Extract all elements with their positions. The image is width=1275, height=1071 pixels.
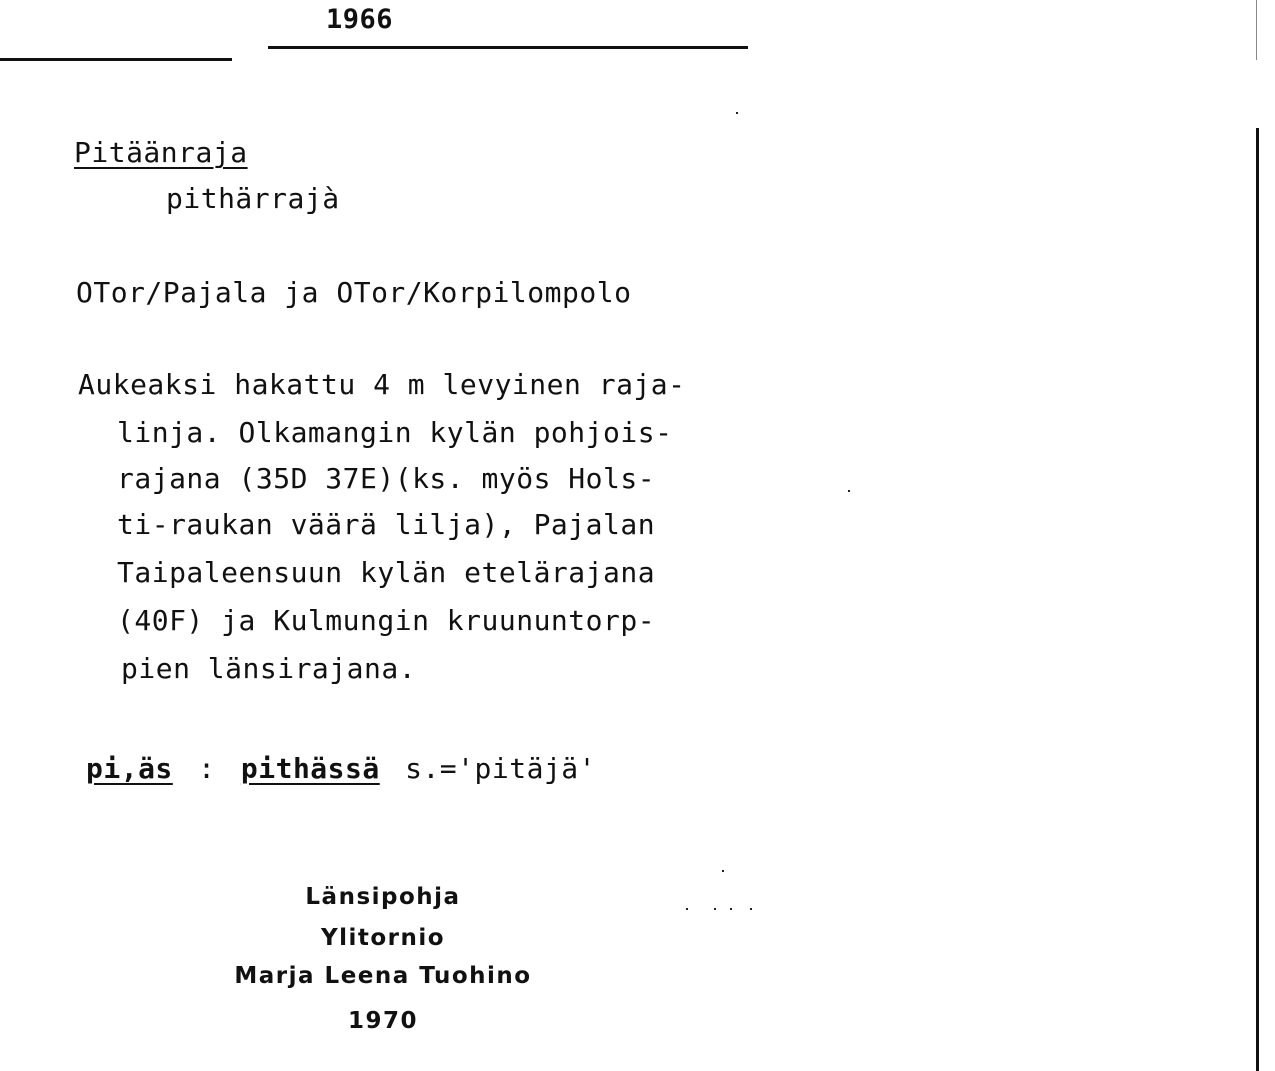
scan-speck bbox=[736, 112, 738, 114]
description-line: linja. Olkamangin kylän pohjois- bbox=[117, 416, 673, 449]
header-rule-left bbox=[0, 58, 232, 61]
description-line: Taipaleensuun kylän etelärajana bbox=[117, 556, 656, 589]
card-year: 1966 bbox=[326, 4, 394, 35]
description-line: ti-raukan väärä lilja), Pajalan bbox=[117, 508, 656, 541]
description-line: rajana (35D 37E)(ks. myös Hols- bbox=[117, 462, 656, 495]
page-edge-line bbox=[1256, 128, 1259, 1071]
scan-speck bbox=[714, 908, 716, 910]
stamp-year: 1970 bbox=[347, 1008, 418, 1034]
stamp-collector: Marja Leena Tuohino bbox=[234, 963, 532, 989]
scan-speck bbox=[722, 870, 724, 872]
stamp-parish: Ylitornio bbox=[320, 925, 446, 951]
stamp-region: Länsipohja bbox=[305, 884, 461, 910]
header-rule-right bbox=[268, 46, 748, 49]
note-gloss: s.='pitäjä' bbox=[405, 752, 597, 785]
pronunciation: pithärrajà bbox=[166, 182, 340, 215]
headword: Pitäänraja bbox=[74, 136, 248, 169]
page-edge-mark bbox=[1256, 0, 1257, 60]
description-line: pien länsirajana. bbox=[121, 652, 417, 685]
note-separator: : bbox=[198, 752, 216, 785]
note-line bbox=[86, 752, 596, 785]
description-line: Aukeaksi hakattu 4 m levyinen raja- bbox=[78, 368, 686, 401]
locations: OTor/Pajala ja OTor/Korpilompolo bbox=[76, 276, 632, 309]
scan-speck bbox=[730, 908, 732, 910]
scan-speck bbox=[686, 908, 688, 910]
note-form: pithässä bbox=[240, 752, 380, 785]
scan-speck bbox=[750, 908, 752, 910]
note-term: pi,äs bbox=[86, 752, 173, 785]
scan-speck bbox=[848, 490, 850, 492]
description-line: (40F) ja Kulmungin kruununtorp- bbox=[117, 604, 656, 637]
